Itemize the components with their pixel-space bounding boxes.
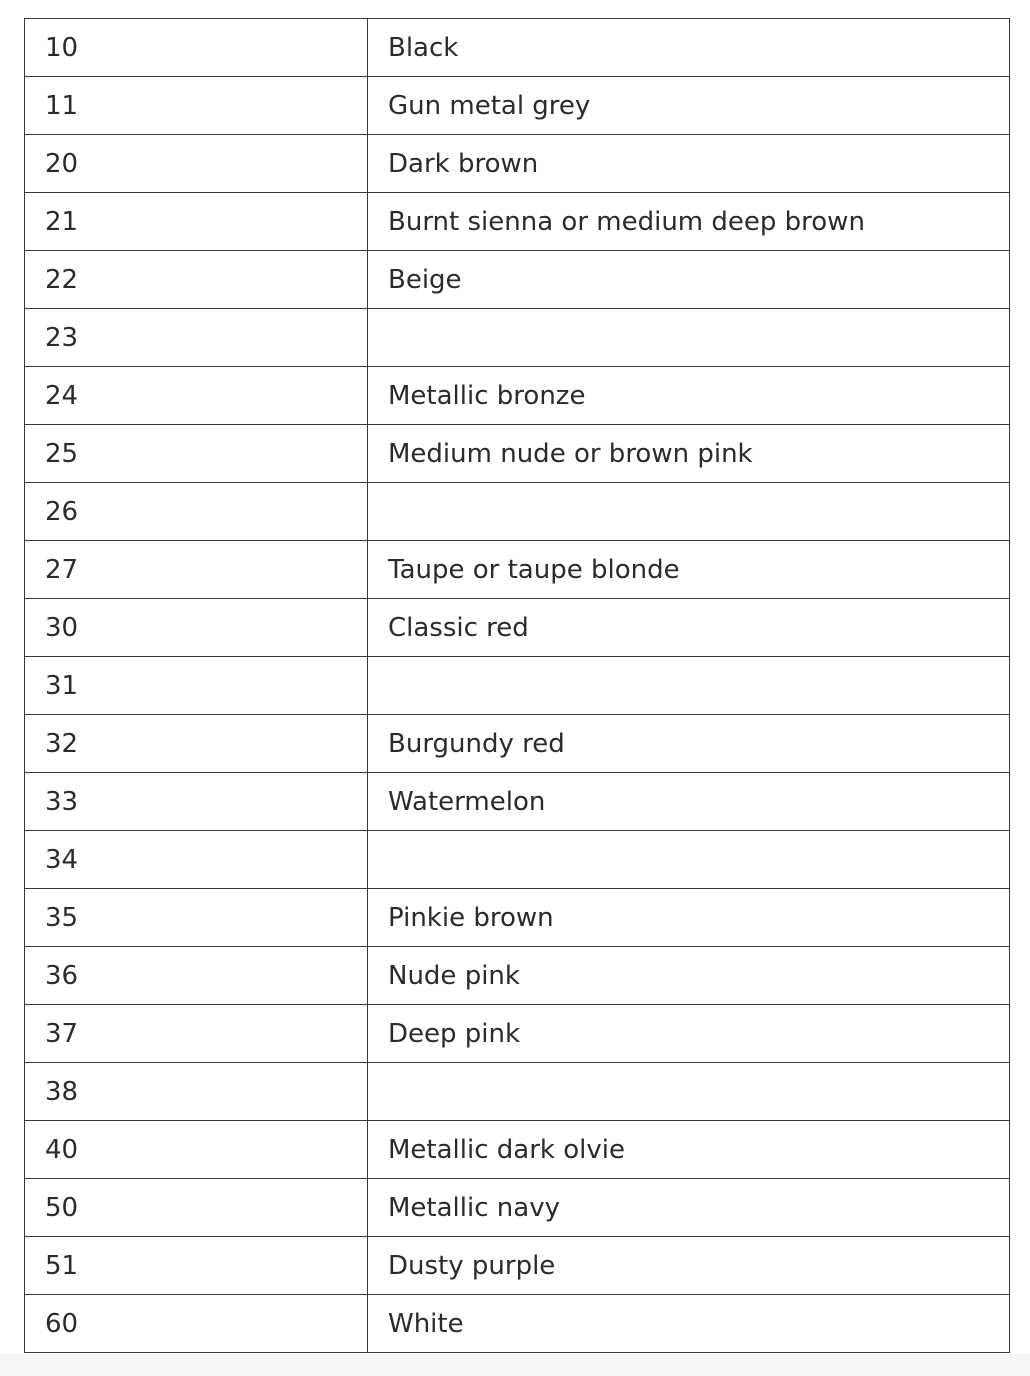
table-row bbox=[25, 483, 1010, 541]
table-row bbox=[25, 541, 1010, 599]
table-row bbox=[25, 715, 1010, 773]
color-code-cell: 30 bbox=[25, 599, 368, 657]
color-code-cell: 32 bbox=[25, 715, 368, 773]
color-code-cell: 22 bbox=[25, 251, 368, 309]
color-name-cell: Dark brown bbox=[368, 135, 1010, 193]
table-row bbox=[25, 193, 1010, 251]
color-code-cell: 23 bbox=[25, 309, 368, 367]
table-row bbox=[25, 425, 1010, 483]
table-body bbox=[25, 19, 1010, 1353]
table-row bbox=[25, 947, 1010, 1005]
color-code-cell: 21 bbox=[25, 193, 368, 251]
color-name-cell: Metallic navy bbox=[368, 1179, 1010, 1237]
color-name-cell: Dusty purple bbox=[368, 1237, 1010, 1295]
table-row bbox=[25, 1295, 1010, 1353]
color-code-cell: 40 bbox=[25, 1121, 368, 1179]
color-name-cell bbox=[368, 831, 1010, 889]
color-code-cell: 51 bbox=[25, 1237, 368, 1295]
bottom-strip bbox=[0, 1354, 1030, 1376]
color-name-cell: Metallic bronze bbox=[368, 367, 1010, 425]
table-row bbox=[25, 1063, 1010, 1121]
color-code-cell: 35 bbox=[25, 889, 368, 947]
color-name-cell: Metallic dark olvie bbox=[368, 1121, 1010, 1179]
color-code-cell: 25 bbox=[25, 425, 368, 483]
color-code-cell: 24 bbox=[25, 367, 368, 425]
color-code-cell: 20 bbox=[25, 135, 368, 193]
table-row bbox=[25, 831, 1010, 889]
color-name-cell bbox=[368, 483, 1010, 541]
color-code-table bbox=[24, 18, 1010, 1353]
table-row bbox=[25, 251, 1010, 309]
table-row bbox=[25, 367, 1010, 425]
color-name-cell: Deep pink bbox=[368, 1005, 1010, 1063]
color-code-cell: 38 bbox=[25, 1063, 368, 1121]
table-row bbox=[25, 1121, 1010, 1179]
color-code-cell: 33 bbox=[25, 773, 368, 831]
color-name-cell bbox=[368, 657, 1010, 715]
color-code-cell: 27 bbox=[25, 541, 368, 599]
table-row bbox=[25, 19, 1010, 77]
table-row bbox=[25, 135, 1010, 193]
color-name-cell: Medium nude or brown pink bbox=[368, 425, 1010, 483]
table-row bbox=[25, 309, 1010, 367]
table-row bbox=[25, 773, 1010, 831]
table-row bbox=[25, 1179, 1010, 1237]
color-name-cell bbox=[368, 309, 1010, 367]
color-name-cell: Nude pink bbox=[368, 947, 1010, 1005]
color-code-cell: 50 bbox=[25, 1179, 368, 1237]
color-name-cell: Pinkie brown bbox=[368, 889, 1010, 947]
table-row bbox=[25, 1005, 1010, 1063]
color-code-cell: 34 bbox=[25, 831, 368, 889]
color-name-cell: Burnt sienna or medium deep brown bbox=[368, 193, 1010, 251]
color-name-cell: Burgundy red bbox=[368, 715, 1010, 773]
color-code-cell: 26 bbox=[25, 483, 368, 541]
color-name-cell: Watermelon bbox=[368, 773, 1010, 831]
table-row bbox=[25, 77, 1010, 135]
color-name-cell: White bbox=[368, 1295, 1010, 1353]
color-name-cell: Black bbox=[368, 19, 1010, 77]
color-code-cell: 36 bbox=[25, 947, 368, 1005]
color-code-cell: 31 bbox=[25, 657, 368, 715]
color-code-cell: 60 bbox=[25, 1295, 368, 1353]
color-code-cell: 37 bbox=[25, 1005, 368, 1063]
table-row bbox=[25, 657, 1010, 715]
table-row bbox=[25, 1237, 1010, 1295]
table-row bbox=[25, 889, 1010, 947]
color-code-cell: 11 bbox=[25, 77, 368, 135]
color-name-cell: Beige bbox=[368, 251, 1010, 309]
color-name-cell bbox=[368, 1063, 1010, 1121]
color-name-cell: Classic red bbox=[368, 599, 1010, 657]
color-code-cell: 10 bbox=[25, 19, 368, 77]
color-name-cell: Taupe or taupe blonde bbox=[368, 541, 1010, 599]
color-name-cell: Gun metal grey bbox=[368, 77, 1010, 135]
table-row bbox=[25, 599, 1010, 657]
